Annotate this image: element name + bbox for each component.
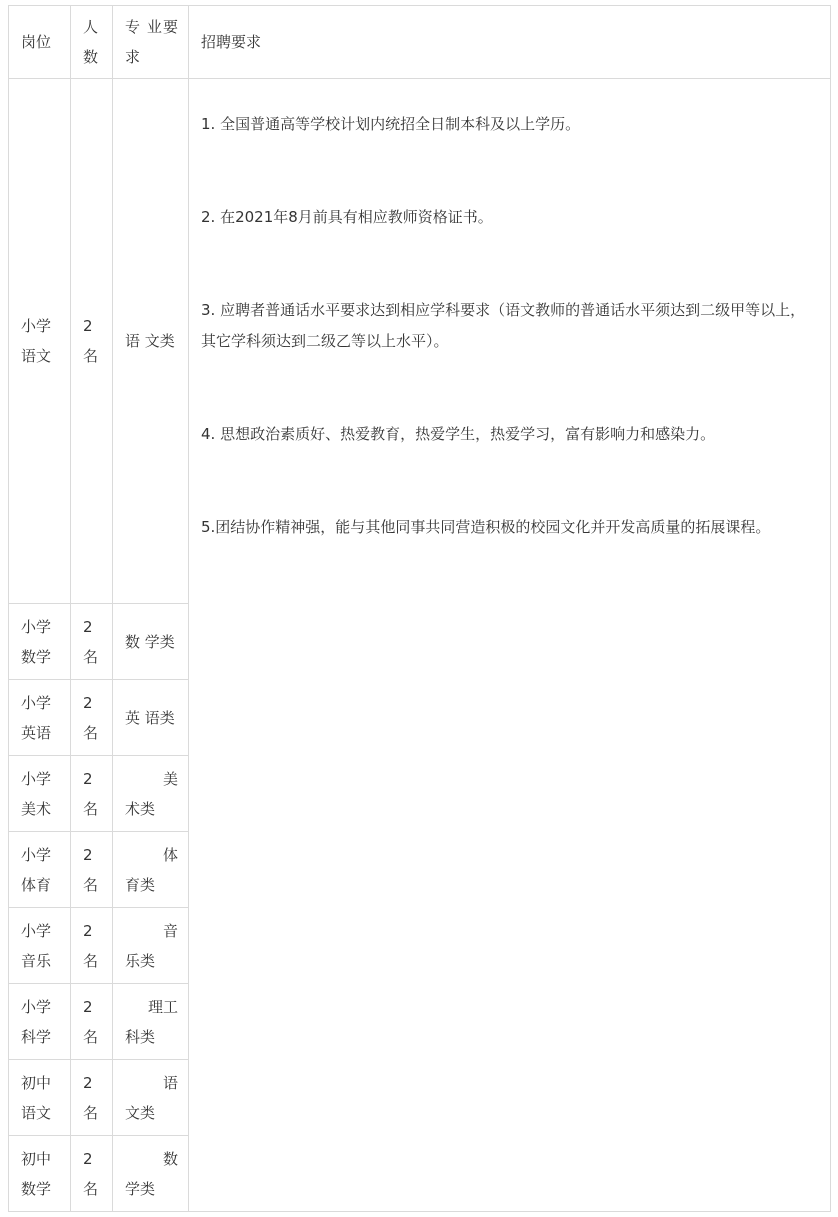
count-cell: 2名 — [71, 908, 113, 984]
major-cell: 美 术类 — [113, 756, 189, 832]
requirement-item: 2. 在2021年8月前具有相应教师资格证书。 — [201, 208, 493, 226]
count-cell: 2名 — [71, 680, 113, 756]
count-cell: 2名 — [71, 1060, 113, 1136]
requirement-item: 1. 全国普通高等学校计划内统招全日制本科及以上学历。 — [201, 115, 581, 133]
major-cell: 理工 科类 — [113, 984, 189, 1060]
position-cell: 小学语文 — [9, 79, 71, 604]
position-cell: 小学英语 — [9, 680, 71, 756]
count-cell: 2名 — [71, 1136, 113, 1212]
count-cell: 2名 — [71, 832, 113, 908]
header-count: 人数 — [71, 6, 113, 79]
count-cell: 2名 — [71, 756, 113, 832]
major-cell: 数 学类 — [113, 604, 189, 680]
count-cell: 2名 — [71, 79, 113, 604]
requirements-cell — [189, 79, 831, 1212]
requirements-list — [189, 79, 830, 543]
major-cell: 英 语类 — [113, 680, 189, 756]
header-major: 专 业要求 — [113, 6, 189, 79]
requirement-item: 5.团结协作精神强，能与其他同事共同营造积极的校园文化并开发高质量的拓展课程。 — [201, 518, 771, 536]
position-cell: 小学数学 — [9, 604, 71, 680]
count-cell: 2名 — [71, 604, 113, 680]
requirement-item: 4. 思想政治素质好、热爱教育，热爱学生，热爱学习，富有影响力和感染力。 — [201, 425, 716, 443]
position-cell: 小学体育 — [9, 832, 71, 908]
header-requirements: 招聘要求 — [189, 6, 831, 79]
major-cell: 体 育类 — [113, 832, 189, 908]
major-cell: 语 文类 — [113, 1060, 189, 1136]
header-position: 岗位 — [9, 6, 71, 79]
recruitment-table — [8, 5, 831, 1212]
position-cell: 初中数学 — [9, 1136, 71, 1212]
table-row — [9, 79, 831, 604]
major-cell: 音 乐类 — [113, 908, 189, 984]
position-cell: 初中语文 — [9, 1060, 71, 1136]
position-cell: 小学音乐 — [9, 908, 71, 984]
position-cell: 小学科学 — [9, 984, 71, 1060]
major-cell: 数 学类 — [113, 1136, 189, 1212]
major-cell: 语 文类 — [113, 79, 189, 604]
table-header-row — [9, 6, 831, 79]
position-cell: 小学美术 — [9, 756, 71, 832]
requirement-item: 3. 应聘者普通话水平要求达到相应学科要求（语文教师的普通话水平须达到二级甲等以上，其它学科须达到二级乙等以上水平）。 — [201, 301, 806, 350]
count-cell: 2名 — [71, 984, 113, 1060]
